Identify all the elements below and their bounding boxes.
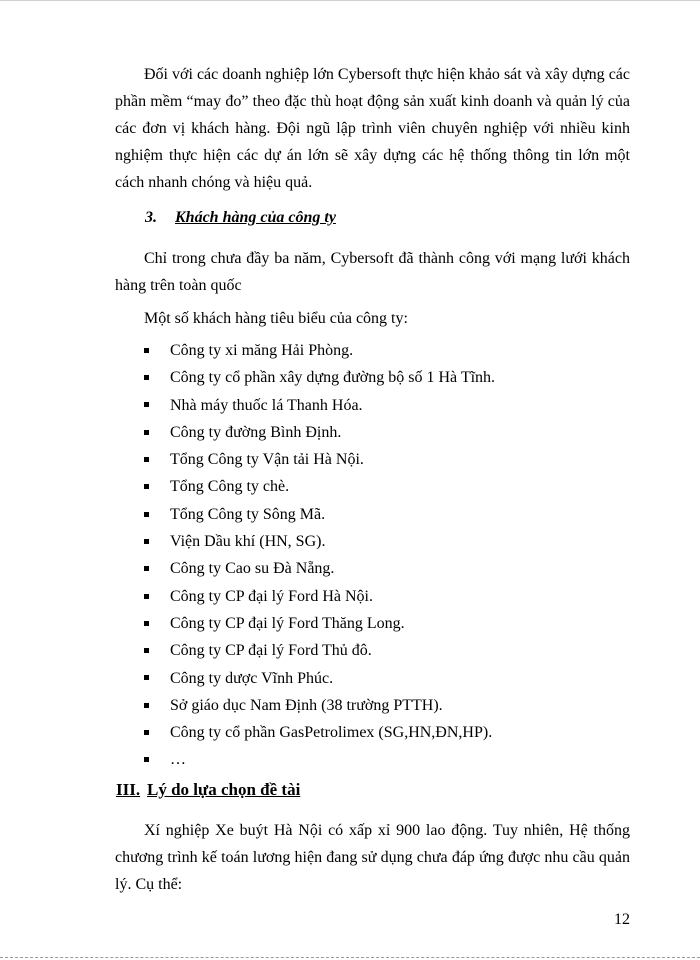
- bullet-icon: [144, 703, 149, 708]
- bullet-icon: [144, 594, 149, 599]
- customer-name: Viện Dầu khí (HN, SG).: [170, 533, 326, 551]
- bullet-icon: [144, 484, 149, 489]
- list-item: [144, 419, 495, 446]
- customer-name: Công ty CP đại lý Ford Thủ đô.: [170, 642, 372, 660]
- section-iii-title: Lý do lựa chọn đề tài: [147, 780, 301, 799]
- section-iii-paragraph: Xí nghiệp Xe buýt Hà Nội có xấp xỉ 900 lao động. Tuy nhiên, Hệ thống chương trình kế toán lương hiện đang sử dụng chưa đáp ứng được nhu cầu quản lý. Cụ thể:: [115, 822, 630, 893]
- page-number: 12: [614, 911, 630, 928]
- bullet-icon: [144, 402, 149, 407]
- bullet-icon: [144, 675, 149, 680]
- list-item: [144, 719, 495, 746]
- customer-name: Công ty Cao su Đà Nẵng.: [170, 560, 335, 578]
- customer-name: Tổng Công ty Vận tải Hà Nội.: [170, 451, 364, 469]
- list-item: [144, 501, 495, 528]
- section-3-paragraph: Chỉ trong chưa đầy ba năm, Cybersoft đã thành công với mạng lưới khách hàng trên toàn quốc: [115, 250, 630, 294]
- bullet-icon: [144, 430, 149, 435]
- intro-paragraph: Đối với các doanh nghiệp lớn Cybersoft thực hiện khảo sát và xây dựng các phần mềm “may đo” theo đặc thù hoạt động sản xuất kinh doanh và quản lý của các đơn vị khách hàng. Đội ngũ lập trình viên chuyên nghiệp với nhiều kinh nghiệm thực hiện các dự án lớn sẽ xây dựng các hệ thống thông tin lớn một cách nhanh chóng và hiệu quả.: [115, 66, 630, 191]
- customer-name: Công ty CP đại lý Ford Hà Nội.: [170, 587, 373, 605]
- bullet-icon: [144, 539, 149, 544]
- section-iii-heading: [116, 780, 300, 800]
- list-item: [144, 528, 495, 555]
- list-item: [144, 692, 495, 719]
- bullet-icon: [144, 621, 149, 626]
- bullet-icon: [144, 757, 149, 762]
- section-iii-number: III.: [116, 780, 141, 799]
- bullet-icon: [144, 375, 149, 380]
- list-item: [144, 446, 495, 473]
- list-item: [144, 746, 495, 773]
- customer-name: Công ty dược Vĩnh Phúc.: [170, 669, 334, 687]
- customer-name: Công ty CP đại lý Ford Thăng Long.: [170, 614, 405, 632]
- customer-name: Tổng Công ty Sông Mã.: [170, 505, 326, 523]
- customer-list: [144, 337, 495, 774]
- list-item: [144, 364, 495, 391]
- customers-lead: Một số khách hàng tiêu biểu của công ty:: [144, 310, 408, 327]
- list-item: [144, 392, 495, 419]
- customer-name: Công ty cổ phần xây dựng đường bộ số 1 Hà Tĩnh.: [170, 369, 496, 387]
- bullet-icon: [144, 566, 149, 571]
- bullet-icon: [144, 512, 149, 517]
- list-item: [144, 665, 495, 692]
- bullet-icon: [144, 348, 149, 353]
- customer-name: Công ty xi măng Hải Phòng.: [170, 342, 354, 359]
- customer-name: Nhà máy thuốc lá Thanh Hóa.: [170, 396, 363, 414]
- bullet-icon: [144, 730, 149, 735]
- bullet-icon: [144, 457, 149, 462]
- page-top-edge: [0, 0, 700, 1]
- section-3-title: Khách hàng của công ty: [175, 209, 336, 226]
- customer-name: Công ty đường Bình Định.: [170, 423, 342, 441]
- list-item: [144, 555, 495, 582]
- list-item: [144, 583, 495, 610]
- list-item: [144, 637, 495, 664]
- list-item: [144, 337, 495, 364]
- customer-name: Sở giáo dục Nam Định (38 trường PTTH).: [170, 696, 443, 714]
- section-3-number: 3.: [145, 209, 157, 226]
- section-3-heading: [145, 209, 336, 227]
- page-bottom-edge: [0, 957, 700, 958]
- customer-name: Công ty cổ phần GasPetrolimex (SG,HN,ĐN,HP).: [170, 724, 493, 742]
- list-item: [144, 473, 495, 500]
- customer-name: Tổng Công ty chè.: [170, 478, 290, 496]
- customer-name: …: [170, 751, 186, 769]
- bullet-icon: [144, 648, 149, 653]
- list-item: [144, 610, 495, 637]
